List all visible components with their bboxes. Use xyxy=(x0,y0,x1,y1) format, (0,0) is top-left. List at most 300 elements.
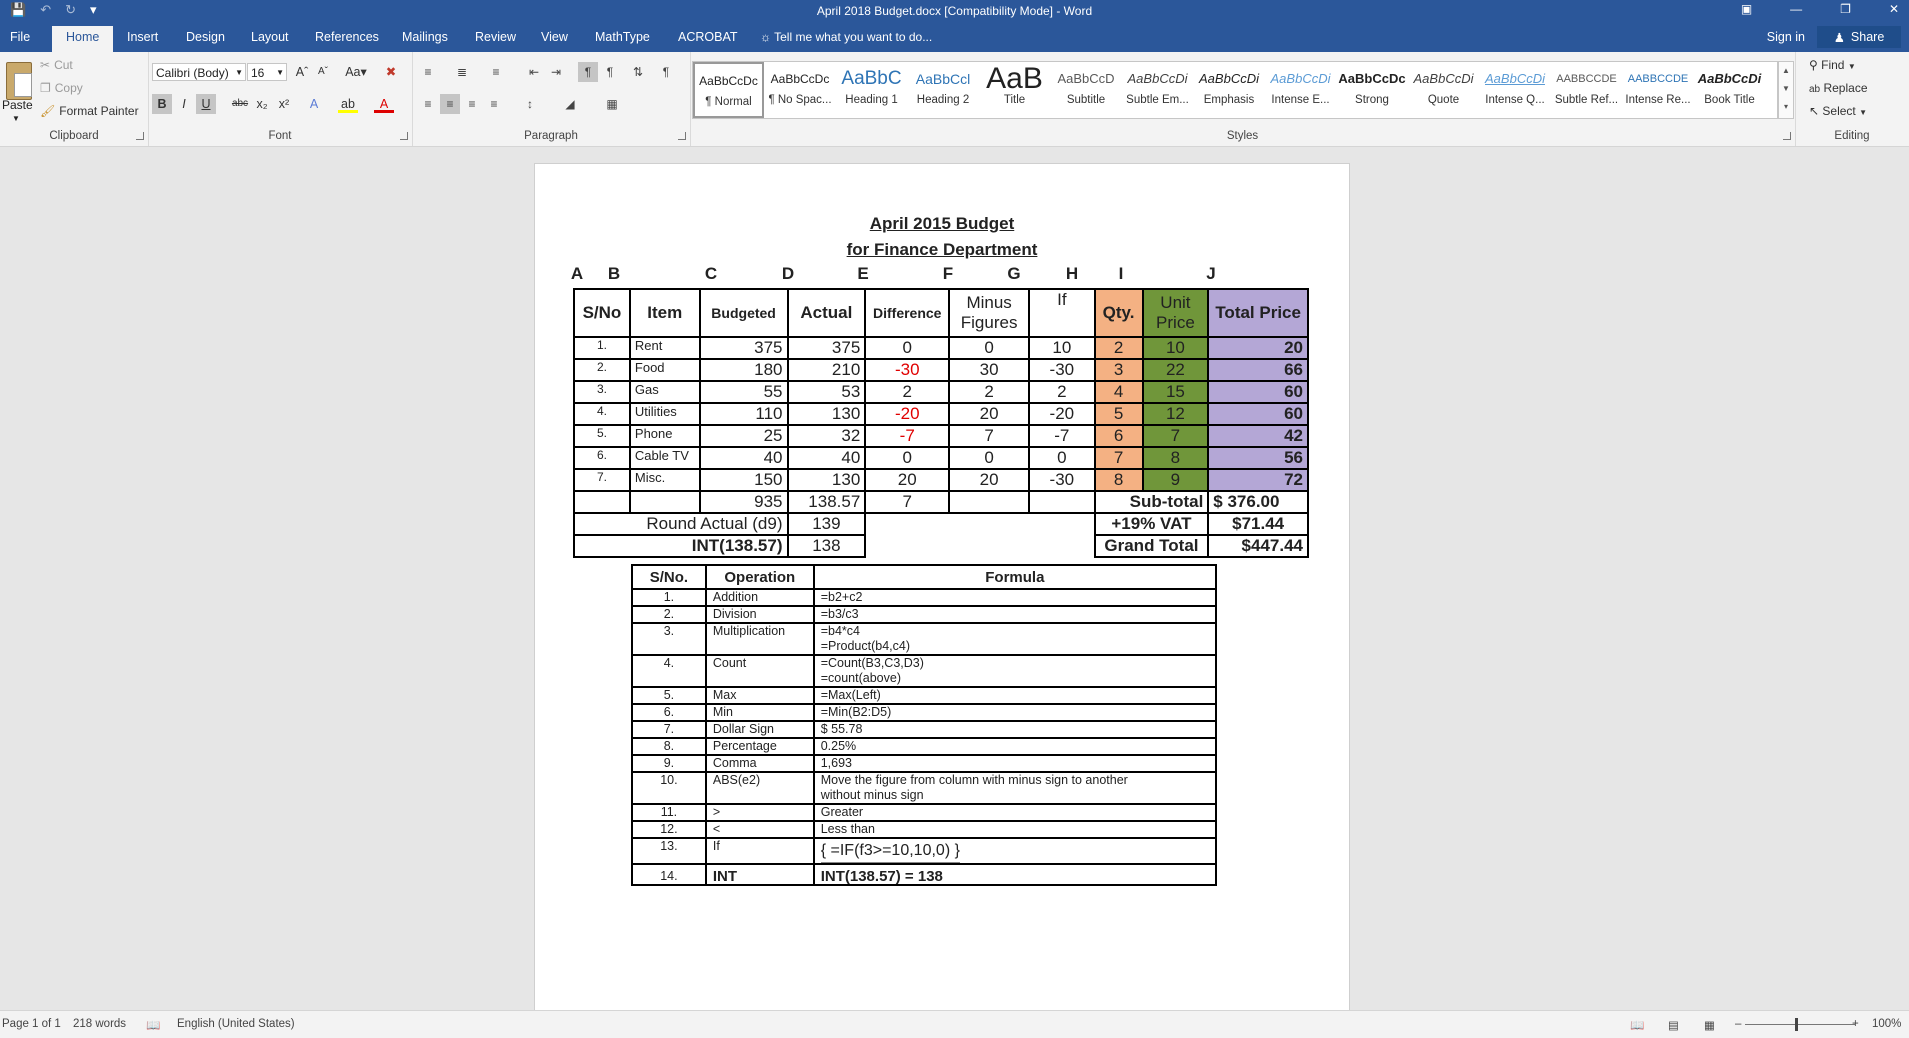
style-name: ¶ Normal xyxy=(705,96,752,108)
grow-font-icon[interactable]: Aˆ xyxy=(295,65,309,79)
column-letter: J xyxy=(1206,264,1216,283)
header-cell: S/No. xyxy=(632,565,706,589)
formula-line: =Min(B2:D5) xyxy=(820,705,892,719)
clipboard-group-label: Clipboard xyxy=(49,130,99,142)
sn-cell: 1. xyxy=(632,589,706,606)
superscript-button[interactable]: x² xyxy=(278,97,290,111)
undo-icon[interactable]: ↶ xyxy=(40,2,52,17)
formula-cell xyxy=(814,755,1216,772)
table-cell: -7 xyxy=(1029,425,1095,447)
formula-line: =b4*c4 xyxy=(820,624,860,638)
tell-me-text: Tell me what you want to do... xyxy=(774,30,933,44)
language[interactable]: English (United States) xyxy=(177,1018,295,1030)
table-row xyxy=(632,738,1216,755)
restore-icon[interactable]: ❐ xyxy=(1840,2,1851,16)
table-row xyxy=(632,864,1216,885)
bold-button[interactable]: B xyxy=(152,94,172,114)
lightbulb-icon: ☼ xyxy=(760,30,771,44)
document-canvas[interactable] xyxy=(0,147,1909,1010)
page-count[interactable]: Page 1 of 1 xyxy=(2,1018,61,1030)
dialog-launcher-icon[interactable] xyxy=(1783,132,1791,140)
table-row xyxy=(632,623,1216,655)
tell-me-search[interactable] xyxy=(760,30,932,44)
table-cell: 3 xyxy=(1095,359,1143,381)
increase-indent-icon[interactable]: ⇥ xyxy=(550,65,562,79)
align-right-icon[interactable]: ≡ xyxy=(468,97,476,111)
find-button[interactable] xyxy=(1809,58,1856,72)
style-item[interactable] xyxy=(1194,62,1265,118)
column-letter: F xyxy=(942,264,954,283)
tab-home[interactable]: Home xyxy=(52,26,113,52)
replace-button[interactable] xyxy=(1809,81,1868,95)
share-label: Share xyxy=(1850,30,1885,44)
italic-button[interactable]: I xyxy=(182,97,186,111)
style-item[interactable] xyxy=(908,62,979,118)
change-case-icon[interactable]: Aa▾ xyxy=(345,65,367,79)
table-cell: 7 xyxy=(1095,447,1143,469)
table-cell: 20 xyxy=(865,469,949,491)
style-item[interactable] xyxy=(1122,62,1193,118)
dialog-launcher-icon[interactable] xyxy=(136,132,144,140)
formula-line: $ 55.78 xyxy=(820,722,863,736)
table-cell: -7 xyxy=(865,425,949,447)
status-bar xyxy=(0,1010,1909,1038)
formula-cell xyxy=(814,864,1216,885)
operation-cell: > xyxy=(706,804,814,821)
table-cell: 138.57 xyxy=(788,491,866,513)
table-row xyxy=(632,704,1216,721)
replace-label: Replace xyxy=(1823,81,1868,95)
formula-cell xyxy=(814,589,1216,606)
zoom-out-icon[interactable]: – xyxy=(1735,1018,1742,1030)
style-preview: AaBbCcDi xyxy=(1485,71,1545,86)
style-preview: AaBbCcDc xyxy=(1338,71,1406,86)
chevron-down-icon: ▼ xyxy=(235,68,243,77)
table-row xyxy=(574,447,1308,469)
strikethrough-button[interactable]: abc xyxy=(231,98,249,109)
table-cell: 4. xyxy=(574,403,630,425)
table-cell: 935 xyxy=(700,491,788,513)
ribbon-home xyxy=(0,52,1909,147)
formula-cell xyxy=(814,772,1216,804)
sign-in-link[interactable]: Sign in xyxy=(1766,30,1805,44)
sn-cell: 14. xyxy=(632,864,706,885)
table-cell: 7. xyxy=(574,469,630,491)
styles-group xyxy=(690,52,1796,146)
borders-icon[interactable]: ▦ xyxy=(606,97,618,111)
dialog-launcher-icon[interactable] xyxy=(400,132,408,140)
header-cell: Difference xyxy=(865,289,949,337)
tab-view[interactable]: View xyxy=(541,30,568,44)
style-name: Subtle Em... xyxy=(1126,94,1189,106)
table-cell: 40 xyxy=(788,447,866,469)
formula-line: 0.25% xyxy=(820,739,857,753)
table-cell xyxy=(630,491,700,513)
table-cell: 130 xyxy=(788,403,866,425)
sn-cell: 2. xyxy=(632,606,706,623)
table-cell xyxy=(1029,491,1095,513)
scissors-icon: ✂ xyxy=(40,58,51,72)
table-cell: 60 xyxy=(1208,381,1308,403)
align-left-icon[interactable]: ≡ xyxy=(424,97,432,111)
cursor-icon: ↖ xyxy=(1809,104,1820,118)
chevron-down-icon: ▼ xyxy=(1847,62,1856,71)
table-cell: 0 xyxy=(865,337,949,359)
column-letter: I xyxy=(1118,264,1124,283)
sn-cell: 11. xyxy=(632,804,706,821)
highlight-icon[interactable]: ab xyxy=(338,94,358,113)
grand-total-label: Grand Total xyxy=(1095,535,1209,557)
zoom-slider-thumb[interactable] xyxy=(1795,1018,1798,1031)
cut-button[interactable] xyxy=(40,58,73,72)
header-cell: Budgeted xyxy=(700,289,788,337)
text-effects-icon[interactable]: A xyxy=(309,97,319,111)
style-item[interactable] xyxy=(1480,62,1551,118)
table-cell: 55 xyxy=(700,381,788,403)
paragraph-group xyxy=(412,52,691,146)
table-row xyxy=(632,687,1216,704)
operation-cell: < xyxy=(706,821,814,838)
style-preview: AABBCCDE xyxy=(1556,73,1617,85)
zoom-slider[interactable] xyxy=(1745,1024,1855,1025)
sn-cell: 8. xyxy=(632,738,706,755)
doc-title-line1: April 2015 Budget xyxy=(869,214,1015,233)
formula-table xyxy=(631,564,1217,886)
table-cell: 66 xyxy=(1208,359,1308,381)
tab-mailings[interactable]: Mailings xyxy=(402,30,448,44)
word-count[interactable]: 218 words xyxy=(73,1018,127,1030)
table-cell: 9 xyxy=(1143,469,1209,491)
formula-cell xyxy=(814,687,1216,704)
table-cell: 12 xyxy=(1143,403,1209,425)
operation-cell: Multiplication xyxy=(706,623,814,655)
table-row xyxy=(574,337,1308,359)
table-cell xyxy=(949,491,1029,513)
ribbon-display-icon[interactable]: ▣ xyxy=(1740,2,1753,16)
table-cell: Gas xyxy=(630,381,700,403)
table-cell xyxy=(574,491,630,513)
table-cell: 40 xyxy=(700,447,788,469)
table-cell: 150 xyxy=(700,469,788,491)
style-item[interactable] xyxy=(836,62,907,118)
paste-button[interactable] xyxy=(2,56,34,126)
table-row xyxy=(574,381,1308,403)
column-letter: E xyxy=(857,264,869,283)
grand-total-value: $447.44 xyxy=(1208,535,1308,557)
operation-cell: If xyxy=(706,838,814,864)
sort-icon[interactable]: ⇅ xyxy=(632,65,644,79)
format-painter-label: Format Painter xyxy=(59,104,139,118)
decrease-indent-icon[interactable]: ⇤ xyxy=(528,65,540,79)
subtotal-value: $ 376.00 xyxy=(1208,491,1308,513)
formula-line: =Max(Left) xyxy=(820,688,881,702)
operation-cell: Min xyxy=(706,704,814,721)
operation-cell: INT xyxy=(706,864,814,885)
tab-acrobat[interactable]: ACROBAT xyxy=(678,30,738,44)
chevron-down-icon: ▼ xyxy=(276,68,284,77)
shading-icon[interactable]: ◢ xyxy=(565,97,575,111)
table-cell: -20 xyxy=(1029,403,1095,425)
style-name: Heading 2 xyxy=(916,94,970,106)
formula-line: 1,693 xyxy=(820,756,852,770)
sn-cell: 4. xyxy=(632,655,706,687)
style-name: Intense Q... xyxy=(1485,94,1545,106)
style-item[interactable] xyxy=(1551,62,1622,118)
table-row xyxy=(574,425,1308,447)
table-cell: 2 xyxy=(949,381,1029,403)
paragraph-group-label: Paragraph xyxy=(524,130,578,142)
formula-cell xyxy=(814,738,1216,755)
brush-icon: 🖌 xyxy=(40,104,56,118)
totals-row xyxy=(574,491,1308,513)
style-preview: AABBCCDE xyxy=(1627,73,1689,85)
table-cell: 7 xyxy=(1143,425,1209,447)
sn-cell: 7. xyxy=(632,721,706,738)
table-cell: 2 xyxy=(1095,337,1143,359)
table-row xyxy=(632,755,1216,772)
formula-header-row xyxy=(632,565,1216,589)
styles-scroll[interactable]: ▲ ▼ ▾ xyxy=(1778,61,1794,119)
style-name: Subtle Ref... xyxy=(1554,94,1619,106)
table-cell: 7 xyxy=(865,491,949,513)
table-cell: 32 xyxy=(788,425,866,447)
table-cell: 180 xyxy=(700,359,788,381)
table-cell: 53 xyxy=(788,381,866,403)
style-item[interactable] xyxy=(1051,62,1122,118)
style-preview: AaBbCcDi xyxy=(1697,71,1762,86)
clipboard-group xyxy=(0,52,149,146)
editing-group-label: Editing xyxy=(1834,130,1870,142)
style-item[interactable] xyxy=(1623,62,1694,118)
table-row xyxy=(632,589,1216,606)
sn-cell: 5. xyxy=(632,687,706,704)
numbering-icon[interactable]: ≣ xyxy=(456,65,468,79)
chevron-down-icon: ▼ xyxy=(1859,108,1868,117)
sn-cell: 13. xyxy=(632,838,706,864)
person-icon: ♟ xyxy=(1833,30,1845,45)
sn-cell: 6. xyxy=(632,704,706,721)
table-cell: 0 xyxy=(949,447,1029,469)
ribbon-tab-bar xyxy=(0,22,1909,52)
table-cell: 25 xyxy=(700,425,788,447)
style-item[interactable] xyxy=(693,62,764,118)
justify-icon[interactable]: ≡ xyxy=(490,97,498,111)
underline-button[interactable]: U xyxy=(196,94,216,114)
proofing-icon[interactable]: 📖 xyxy=(146,1020,161,1032)
show-formatting-icon[interactable]: ¶ xyxy=(662,65,670,79)
zoom-level[interactable]: 100% xyxy=(1872,1018,1902,1030)
table-cell: 42 xyxy=(1208,425,1308,447)
table-cell: -30 xyxy=(1029,359,1095,381)
table-cell: 0 xyxy=(949,337,1029,359)
table-cell: 20 xyxy=(949,403,1029,425)
table-row xyxy=(632,804,1216,821)
operation-cell: Percentage xyxy=(706,738,814,755)
style-item[interactable] xyxy=(1265,62,1336,118)
table-cell: 20 xyxy=(1208,337,1308,359)
ltr-icon[interactable]: ¶ xyxy=(578,62,598,82)
read-mode-icon[interactable]: 📖 xyxy=(1630,1020,1645,1032)
formula-cell xyxy=(814,838,1216,864)
table-cell: 2 xyxy=(865,381,949,403)
save-icon[interactable]: 💾 xyxy=(10,2,27,17)
column-letter: G xyxy=(1007,264,1021,283)
multilevel-list-icon[interactable]: ≡ xyxy=(492,65,500,79)
formula-cell xyxy=(814,655,1216,687)
table-cell: 2. xyxy=(574,359,630,381)
format-painter-button[interactable] xyxy=(40,104,139,118)
sn-cell: 3. xyxy=(632,623,706,655)
table-cell: 10 xyxy=(1143,337,1209,359)
zoom-in-icon[interactable]: + xyxy=(1852,1018,1859,1030)
table-cell: 72 xyxy=(1208,469,1308,491)
align-center-icon[interactable]: ≡ xyxy=(440,94,460,114)
table-cell: 210 xyxy=(788,359,866,381)
formula-line: Less than xyxy=(820,822,875,836)
style-item[interactable] xyxy=(765,62,836,118)
style-name: ¶ No Spac... xyxy=(768,94,832,106)
style-name: Quote xyxy=(1427,94,1460,106)
budget-table xyxy=(573,288,1309,558)
style-name: Emphasis xyxy=(1203,94,1255,106)
copy-label: Copy xyxy=(54,81,83,95)
table-cell: 4 xyxy=(1095,381,1143,403)
minimize-icon[interactable]: — xyxy=(1790,2,1803,16)
operation-cell: Addition xyxy=(706,589,814,606)
table-cell: 375 xyxy=(788,337,866,359)
column-letter: C xyxy=(704,264,718,283)
style-name: Title xyxy=(1003,94,1026,106)
table-cell: 5. xyxy=(574,425,630,447)
table-cell xyxy=(865,535,1094,557)
close-icon[interactable]: ✕ xyxy=(1888,2,1899,16)
formula-line: =b3/c3 xyxy=(820,607,859,621)
style-preview: AaBbCcDi xyxy=(1199,71,1259,86)
sn-cell: 9. xyxy=(632,755,706,772)
style-preview: AaBbCcDc xyxy=(699,74,758,88)
table-cell: 0 xyxy=(865,447,949,469)
table-cell: Utilities xyxy=(630,403,700,425)
vat-label: +19% VAT xyxy=(1095,513,1209,535)
style-preview: AaBbCcDi xyxy=(1413,71,1474,86)
int-row xyxy=(574,535,1308,557)
formula-cell xyxy=(814,804,1216,821)
tab-layout[interactable]: Layout xyxy=(251,30,289,44)
formula-line: Greater xyxy=(820,805,864,819)
tab-insert[interactable]: Insert xyxy=(127,30,159,44)
table-cell: -20 xyxy=(865,403,949,425)
redo-icon[interactable]: ↻ xyxy=(65,2,76,17)
header-cell: Total Price xyxy=(1208,289,1308,337)
header-cell: Operation xyxy=(706,565,814,589)
tab-review[interactable]: Review xyxy=(475,30,516,44)
rtl-icon[interactable]: ¶ xyxy=(606,65,614,79)
select-label: Select xyxy=(1822,104,1856,118)
table-cell: 60 xyxy=(1208,403,1308,425)
table-row xyxy=(632,821,1216,838)
style-item[interactable] xyxy=(1694,62,1765,118)
table-cell: Misc. xyxy=(630,469,700,491)
table-cell: 1. xyxy=(574,337,630,359)
web-layout-icon[interactable]: ▦ xyxy=(1704,1020,1715,1032)
styles-gallery xyxy=(692,61,1778,119)
customize-qat-button[interactable]: ▾ xyxy=(90,2,97,17)
select-button[interactable] xyxy=(1809,104,1867,118)
table-cell: 10 xyxy=(1029,337,1095,359)
cut-label: Cut xyxy=(54,58,73,72)
font-size-combo[interactable] xyxy=(247,63,287,81)
int-value: 138 xyxy=(788,535,866,557)
table-cell: 8 xyxy=(1143,447,1209,469)
style-name: Heading 1 xyxy=(845,94,898,106)
operation-cell: Comma xyxy=(706,755,814,772)
budget-header-row xyxy=(574,289,1308,337)
table-row xyxy=(632,606,1216,623)
copy-icon: ❐ xyxy=(40,81,51,95)
line-spacing-icon[interactable]: ↕ xyxy=(527,97,533,111)
font-group-label: Font xyxy=(268,130,292,142)
formula-line: =count(above) xyxy=(820,671,901,685)
style-preview: AaBbCcl xyxy=(915,71,971,87)
shrink-font-icon[interactable]: Aˇ xyxy=(318,66,328,77)
subscript-button[interactable]: x₂ xyxy=(256,97,268,111)
bullets-icon[interactable]: ≡ xyxy=(424,65,432,79)
dialog-launcher-icon[interactable] xyxy=(678,132,686,140)
header-cell: Minus Figures xyxy=(949,289,1029,337)
formula-line: =b2+c2 xyxy=(820,590,863,604)
window-title: April 2018 Budget.docx [Compatibility Mode] - Word xyxy=(816,4,1093,18)
header-cell: Formula xyxy=(814,565,1216,589)
share-button[interactable] xyxy=(1817,26,1901,48)
table-cell: 110 xyxy=(700,403,788,425)
table-row xyxy=(574,469,1308,491)
int-label: INT(138.57) xyxy=(574,535,788,557)
style-item[interactable] xyxy=(979,62,1050,118)
window-controls xyxy=(1741,2,1899,16)
style-item[interactable] xyxy=(1408,62,1479,118)
table-cell: 0 xyxy=(1029,447,1095,469)
editing-group xyxy=(1795,52,1909,146)
table-cell: 375 xyxy=(700,337,788,359)
copy-button[interactable] xyxy=(40,81,83,95)
round-row xyxy=(574,513,1308,535)
table-row xyxy=(574,359,1308,381)
tab-mathtype[interactable]: MathType xyxy=(595,30,650,44)
print-layout-icon[interactable]: ▤ xyxy=(1668,1020,1679,1032)
document-page[interactable] xyxy=(534,163,1350,1010)
formula-line: =Count(B3,C3,D3) xyxy=(820,656,924,670)
table-cell: Food xyxy=(630,359,700,381)
table-row xyxy=(632,655,1216,687)
style-item[interactable] xyxy=(1337,62,1408,118)
font-name-combo[interactable] xyxy=(152,63,246,81)
tab-references[interactable]: References xyxy=(315,30,379,44)
table-cell: 8 xyxy=(1095,469,1143,491)
formula-line: { =IF(f3>=10,10,0) } xyxy=(821,839,960,863)
table-cell: 6 xyxy=(1095,425,1143,447)
style-preview: AaB xyxy=(986,62,1043,94)
doc-title-line2: for Finance Department xyxy=(846,240,1038,259)
tab-design[interactable]: Design xyxy=(186,30,225,44)
style-name: Intense Re... xyxy=(1625,94,1691,106)
clipboard-icon xyxy=(6,62,32,100)
formula-line: =Product(b4,c4) xyxy=(820,639,911,653)
tab-file[interactable]: File xyxy=(10,30,31,44)
table-cell: 3. xyxy=(574,381,630,403)
font-name-value: Calibri (Body) xyxy=(156,66,229,80)
clear-formatting-icon[interactable]: ✖ xyxy=(385,65,397,79)
font-color-icon[interactable]: A xyxy=(374,94,394,113)
